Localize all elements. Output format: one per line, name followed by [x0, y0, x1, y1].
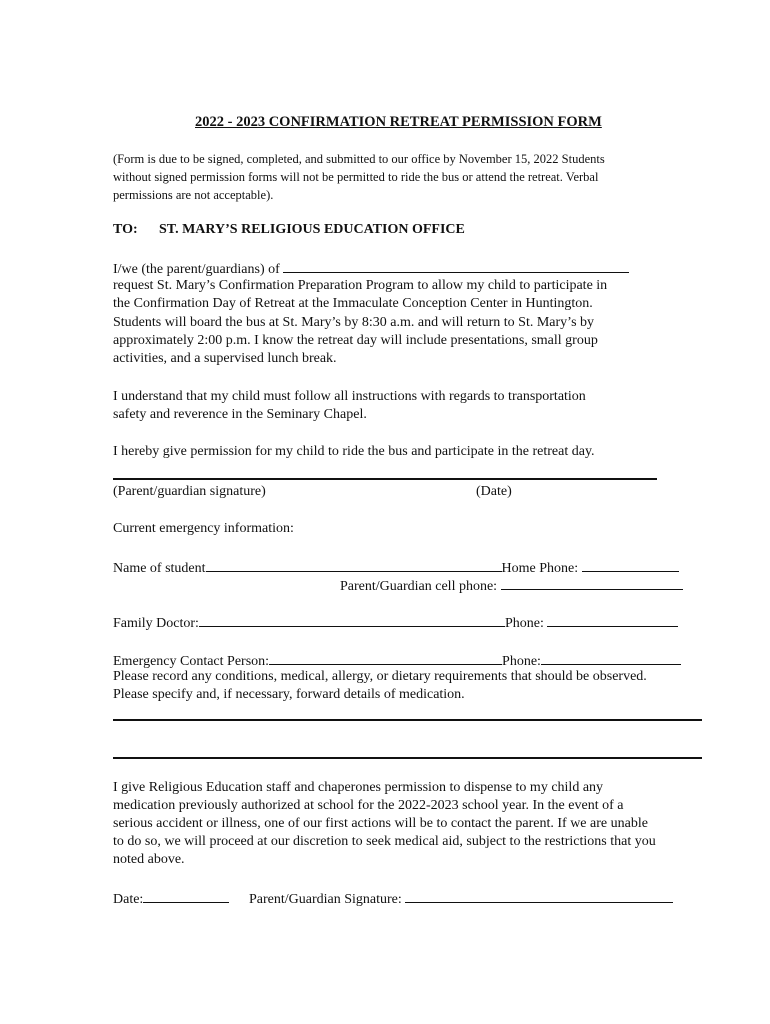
contact-phone-label: Phone:: [502, 654, 541, 669]
student-name-field[interactable]: [206, 557, 502, 572]
medication-line-2: medication previously authorized at school for the 2022-2023 school year. In the event of a: [113, 798, 624, 813]
emergency-heading: Current emergency information:: [113, 521, 294, 536]
request-line-4: Students will board the bus at St. Mary’s by 8:30 a.m. and will return to St. Mary’s by: [113, 315, 595, 330]
conditions-line-field-2[interactable]: [113, 757, 702, 759]
request-line-5: approximately 2:00 p.m. I know the retreat day will include presentations, small group: [113, 333, 598, 348]
permission-statement: I hereby give permission for my child to ride the bus and participate in the retreat day.: [113, 444, 595, 459]
footer-signature-label: Parent/Guardian Signature:: [249, 892, 402, 907]
contact-phone-field[interactable]: [541, 650, 681, 665]
footer-date-row: [113, 888, 229, 909]
footer-date-field[interactable]: [143, 888, 229, 903]
doctor-phone-label: Phone:: [504, 616, 544, 631]
contact-label: Emergency Contact Person:: [113, 654, 270, 669]
request-line-2: request St. Mary’s Confirmation Preparation Program to allow my child to participate in: [113, 278, 608, 293]
home-phone-label: Home Phone:: [501, 561, 579, 576]
conditions-line-2: Please specify and, if necessary, forward details of medication.: [113, 687, 465, 702]
doctor-label: Family Doctor:: [113, 616, 199, 631]
medication-line-1: I give Religious Education staff and chaperones permission to dispense to my child any: [113, 780, 604, 795]
footer-signature-field[interactable]: [405, 888, 673, 903]
to-label: TO:: [113, 222, 138, 237]
date-caption: (Date): [476, 484, 512, 499]
due-note-line-2: without signed permission forms will not be permitted to ride the bus or attend the retreat. Verbal: [113, 170, 599, 184]
cell-row: [340, 575, 683, 596]
signature-line[interactable]: [113, 478, 657, 480]
doctor-field[interactable]: [199, 612, 505, 627]
due-note-line-1: (Form is due to be signed, completed, and submitted to our office by November 15, 2022 Students: [113, 152, 605, 166]
doctor-phone-field[interactable]: [547, 612, 678, 627]
footer-signature-row: [249, 888, 673, 909]
contact-field[interactable]: [269, 650, 502, 665]
request-line-1-text: I/we (the parent/guardians) of: [113, 262, 280, 277]
medication-line-4: to do so, we will proceed at our discretion to seek medical aid, subject to the restrictions that you: [113, 834, 656, 849]
cell-phone-field[interactable]: [501, 575, 683, 590]
footer-date-label: Date:: [113, 892, 144, 907]
cell-phone-label: Parent/Guardian cell phone:: [340, 579, 498, 594]
doctor-row: [113, 612, 678, 633]
form-title: 2022 - 2023 CONFIRMATION RETREAT PERMISSION FORM: [195, 114, 602, 130]
to-recipient: ST. MARY’S RELIGIOUS EDUCATION OFFICE: [159, 222, 465, 237]
signature-caption: (Parent/guardian signature): [113, 484, 266, 499]
request-line-3: the Confirmation Day of Retreat at the Immaculate Conception Center in Huntington.: [113, 296, 593, 311]
conditions-line-1: Please record any conditions, medical, allergy, or dietary requirements that should be observed.: [113, 669, 647, 684]
conditions-line-field-1[interactable]: [113, 719, 702, 721]
home-phone-field[interactable]: [582, 557, 679, 572]
understand-line-2: safety and reverence in the Seminary Chapel.: [113, 407, 367, 422]
medication-line-3: serious accident or illness, one of our first actions will be to contact the parent. If we are unable: [113, 816, 648, 831]
request-line-6: activities, and a supervised lunch break.: [113, 351, 337, 366]
medication-line-5: noted above.: [113, 852, 185, 867]
understand-line-1: I understand that my child must follow all instructions with regards to transportation: [113, 389, 586, 404]
child-name-field[interactable]: [283, 258, 629, 273]
request-line-1: [113, 258, 629, 279]
student-label: Name of student: [113, 561, 206, 576]
due-note-line-3: permissions are not acceptable).: [113, 188, 274, 202]
